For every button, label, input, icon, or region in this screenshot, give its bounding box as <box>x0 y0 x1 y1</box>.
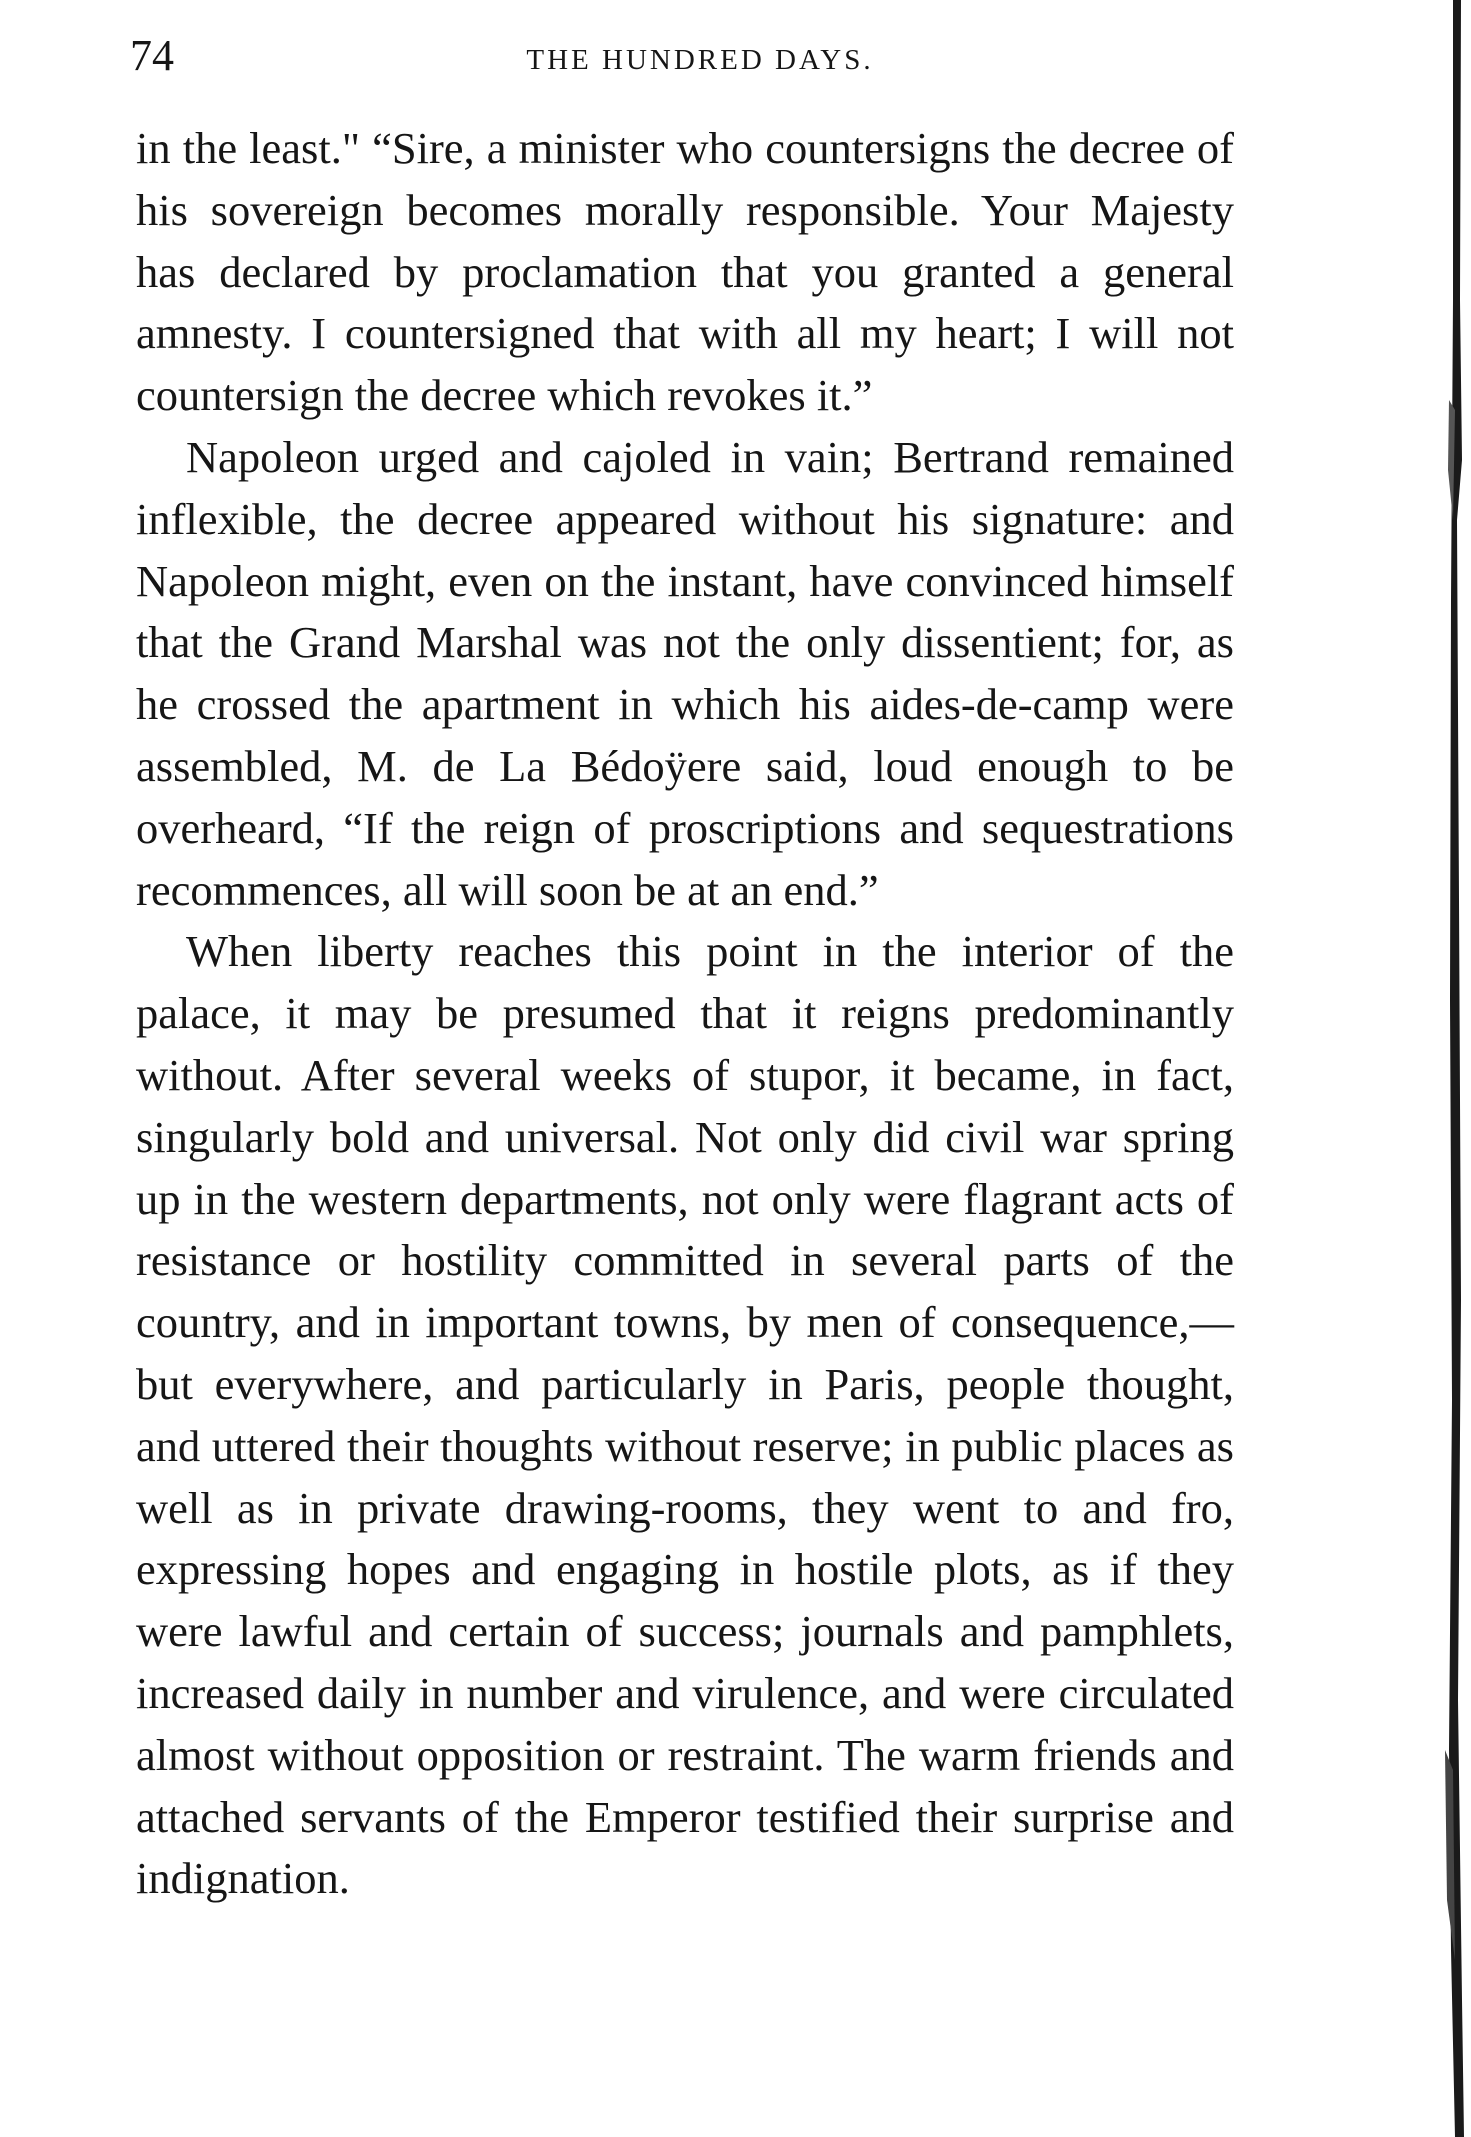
paragraph-liberty: When liberty reaches this point in the interior of the palace, it may be presumed that it reigns predominantly without. After several weeks of stupor, it became, in fact, singularly bold and universal. Not only did civil war spring up in the western departments, not only were flagrant acts of resistance or hostility committed in several parts of the country, and in important towns, by men of consequence,—but everywhere, and particularly in Paris, people thought, and uttered their thoughts without reserve; in public places as well as in private drawing-rooms, they went to and fro, expressing hopes and engaging in hostile plots, as if they were lawful and certain of success; journals and pamphlets, increased daily in number and virulence, and were circulated almost without opposition or restraint. The warm friends and attached servants of the Emperor testified their surprise and indignation. <box>136 926 1234 1904</box>
paragraph-continuation: in the least." “Sire, a minister who countersigns the decree of his sovereign becomes morally responsible. Your Majesty has declared by proclamation that you granted a general amnesty. I countersigned that with all my heart; I will not countersign the decree which revokes it.” <box>136 123 1234 421</box>
binding-shadow <box>1431 0 1471 2137</box>
body-text <box>136 118 1234 1910</box>
running-head: THE HUNDRED DAYS. <box>526 44 874 76</box>
page-header <box>130 26 1240 86</box>
paragraph-bertrand: Napoleon urged and cajoled in vain; Bertrand remained inflexible, the decree appeared without his signature: and Napoleon might, even on the instant, have convinced himself that the Grand Marshal was not the only dissentient; for, as he crossed the apartment in which his aides-de-camp were assembled, M. de La Bédoÿere said, loud enough to be overheard, “If the reign of proscriptions and sequestrations recommences, all will soon be at an end.” <box>136 431 1234 915</box>
page-number: 74 <box>130 31 174 80</box>
